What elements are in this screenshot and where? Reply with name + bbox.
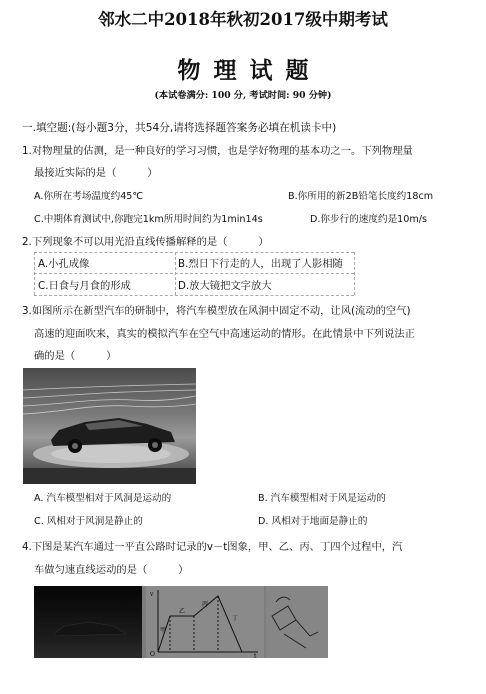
- vt-graph: [146, 586, 264, 658]
- q2-option-d: D.放大镜把文字放大: [178, 280, 272, 292]
- q3-stem-line2: 高速的迎面吹来，真实的模拟汽车在空气中高速运动的情形。在此情景中下列说法正: [34, 328, 415, 340]
- q4-stem-line1: 4.下图是某汽车通过一平直公路时记录的v－t图象，甲、乙、丙、丁四个过程中，汽: [22, 541, 403, 553]
- q1-option-d: D.你步行的速度约是10m/s: [310, 214, 427, 225]
- school-title: 邻水二中2018年秋初2017级中期考试: [98, 10, 388, 29]
- q3-stem-line3: 确的是（ ）: [34, 350, 117, 362]
- q1-stem-line1: 1.对物理量的估测，是一种良好的学习习惯，也是学好物理的基本功之一。下列物理量: [22, 145, 413, 157]
- axis-origin-label: O: [150, 651, 155, 658]
- wind-tunnel-photo: [23, 368, 196, 484]
- exam-note: (本试卷满分: 100 分, 考试时间: 90 分钟): [154, 90, 332, 101]
- subject-title: 物理试题: [177, 57, 322, 84]
- q2-option-a: A.小孔成像: [38, 258, 90, 270]
- q3-option-a: A. 汽车模型相对于风洞是运动的: [34, 493, 172, 504]
- q3-option-b: B. 汽车模型相对于风是运动的: [258, 493, 386, 504]
- q2-option-b: B.烈日下行走的人，出现了人影相随: [178, 258, 343, 270]
- q1-option-a: A.你所在考场温度约45℃: [34, 191, 144, 202]
- axis-v-label: v: [150, 591, 154, 598]
- q2-stem: 2.下列现象不可以用光沿直线传播解释的是（ ）: [22, 236, 269, 248]
- car-night-photo: [34, 586, 142, 658]
- q3-stem-line1: 3.如图所示在新型汽车的研制中，将汽车模型放在风洞中固定不动，让风(流动的空气): [22, 305, 411, 317]
- q3-option-d: D. 风相对于地面是静止的: [258, 516, 368, 527]
- section-heading: 一.填空题:(每小题3分，共54分,请将选择题答案务必填在机读卡中): [22, 122, 337, 134]
- q4-stem-line2: 车做匀速直线运动的是（ ）: [34, 564, 189, 576]
- segment-ding-label: 丁: [232, 615, 239, 622]
- q1-option-c: C.中期体育测试中,你跑完1km所用时间约为1min14s: [34, 214, 263, 225]
- segment-jia-label: 甲: [160, 627, 167, 634]
- axis-t-label: t: [254, 653, 257, 658]
- segment-yi-label: 乙: [179, 608, 186, 615]
- segment-bing-label: 丙: [202, 601, 209, 608]
- q1-option-b: B.你所用的新2B铅笔长度约18cm: [288, 191, 434, 202]
- q1-stem-line2: 最接近实际的是（ ）: [34, 167, 158, 179]
- q2-option-c: C.日食与月食的形成: [38, 280, 131, 292]
- q4-figure-strip: [34, 586, 328, 658]
- hand-sketch-figure: [266, 586, 328, 658]
- q3-option-c: C. 风相对于风洞是静止的: [34, 516, 143, 527]
